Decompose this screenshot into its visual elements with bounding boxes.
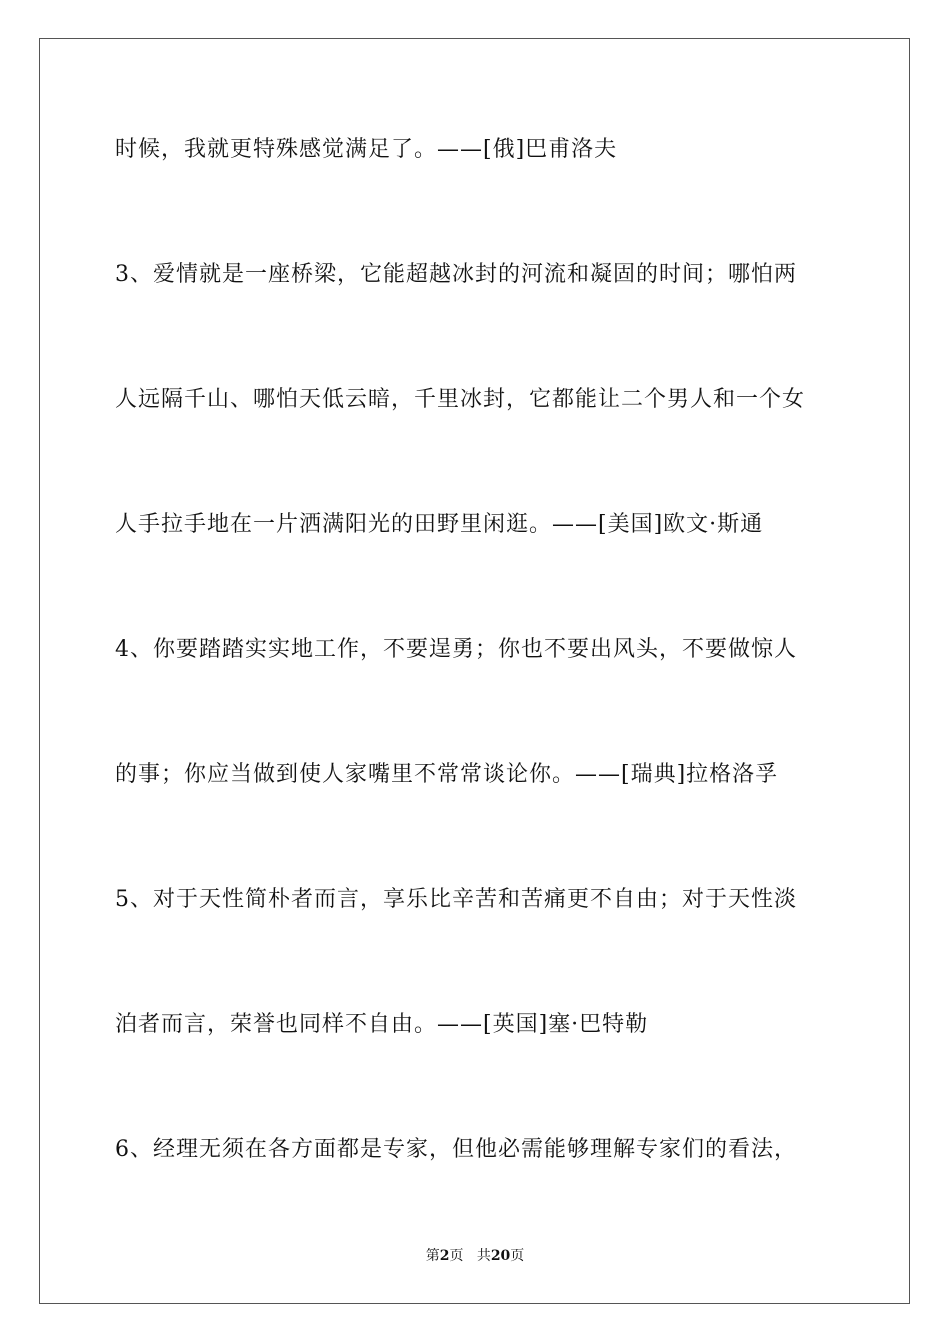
page-prefix: 第 — [425, 1248, 440, 1264]
text-line-1: 时候，我就更特殊感觉满足了。——[俄]巴甫洛夫 — [115, 137, 618, 162]
total-pages: 20 — [490, 1248, 511, 1264]
text-line-8: 泊者而言，荣誉也同样不自由。——[英国]塞·巴特勒 — [115, 1012, 649, 1037]
text-line-3: 人远隔千山、哪怕天低云暗，千里冰封，它都能让二个男人和一个女 — [115, 387, 806, 412]
text-line-4: 人手拉手地在一片洒满阳光的田野里闲逛。——[美国]欧文·斯通 — [115, 512, 764, 537]
text-line-9: 6、经理无须在各方面都是专家，但他必需能够理解专家们的看法， — [115, 1137, 797, 1162]
text-line-6: 的事；你应当做到使人家嘴里不常常谈论你。——[瑞典]拉格洛孚 — [115, 762, 779, 787]
page-border — [39, 38, 910, 1304]
text-line-2: 3、爱情就是一座桥梁，它能超越冰封的河流和凝固的时间；哪怕两 — [115, 262, 797, 287]
total-prefix: 共 — [476, 1248, 491, 1264]
page-footer — [0, 1247, 950, 1265]
text-line-7: 5、对于天性简朴者而言，享乐比辛苦和苦痛更不自由；对于天性淡 — [115, 887, 797, 912]
text-line-5: 4、你要踏踏实实地工作，不要逞勇；你也不要出风头，不要做惊人 — [115, 637, 797, 662]
page-unit: 页 — [449, 1248, 464, 1264]
page-number: 2 — [439, 1248, 450, 1264]
total-unit: 页 — [510, 1248, 525, 1264]
